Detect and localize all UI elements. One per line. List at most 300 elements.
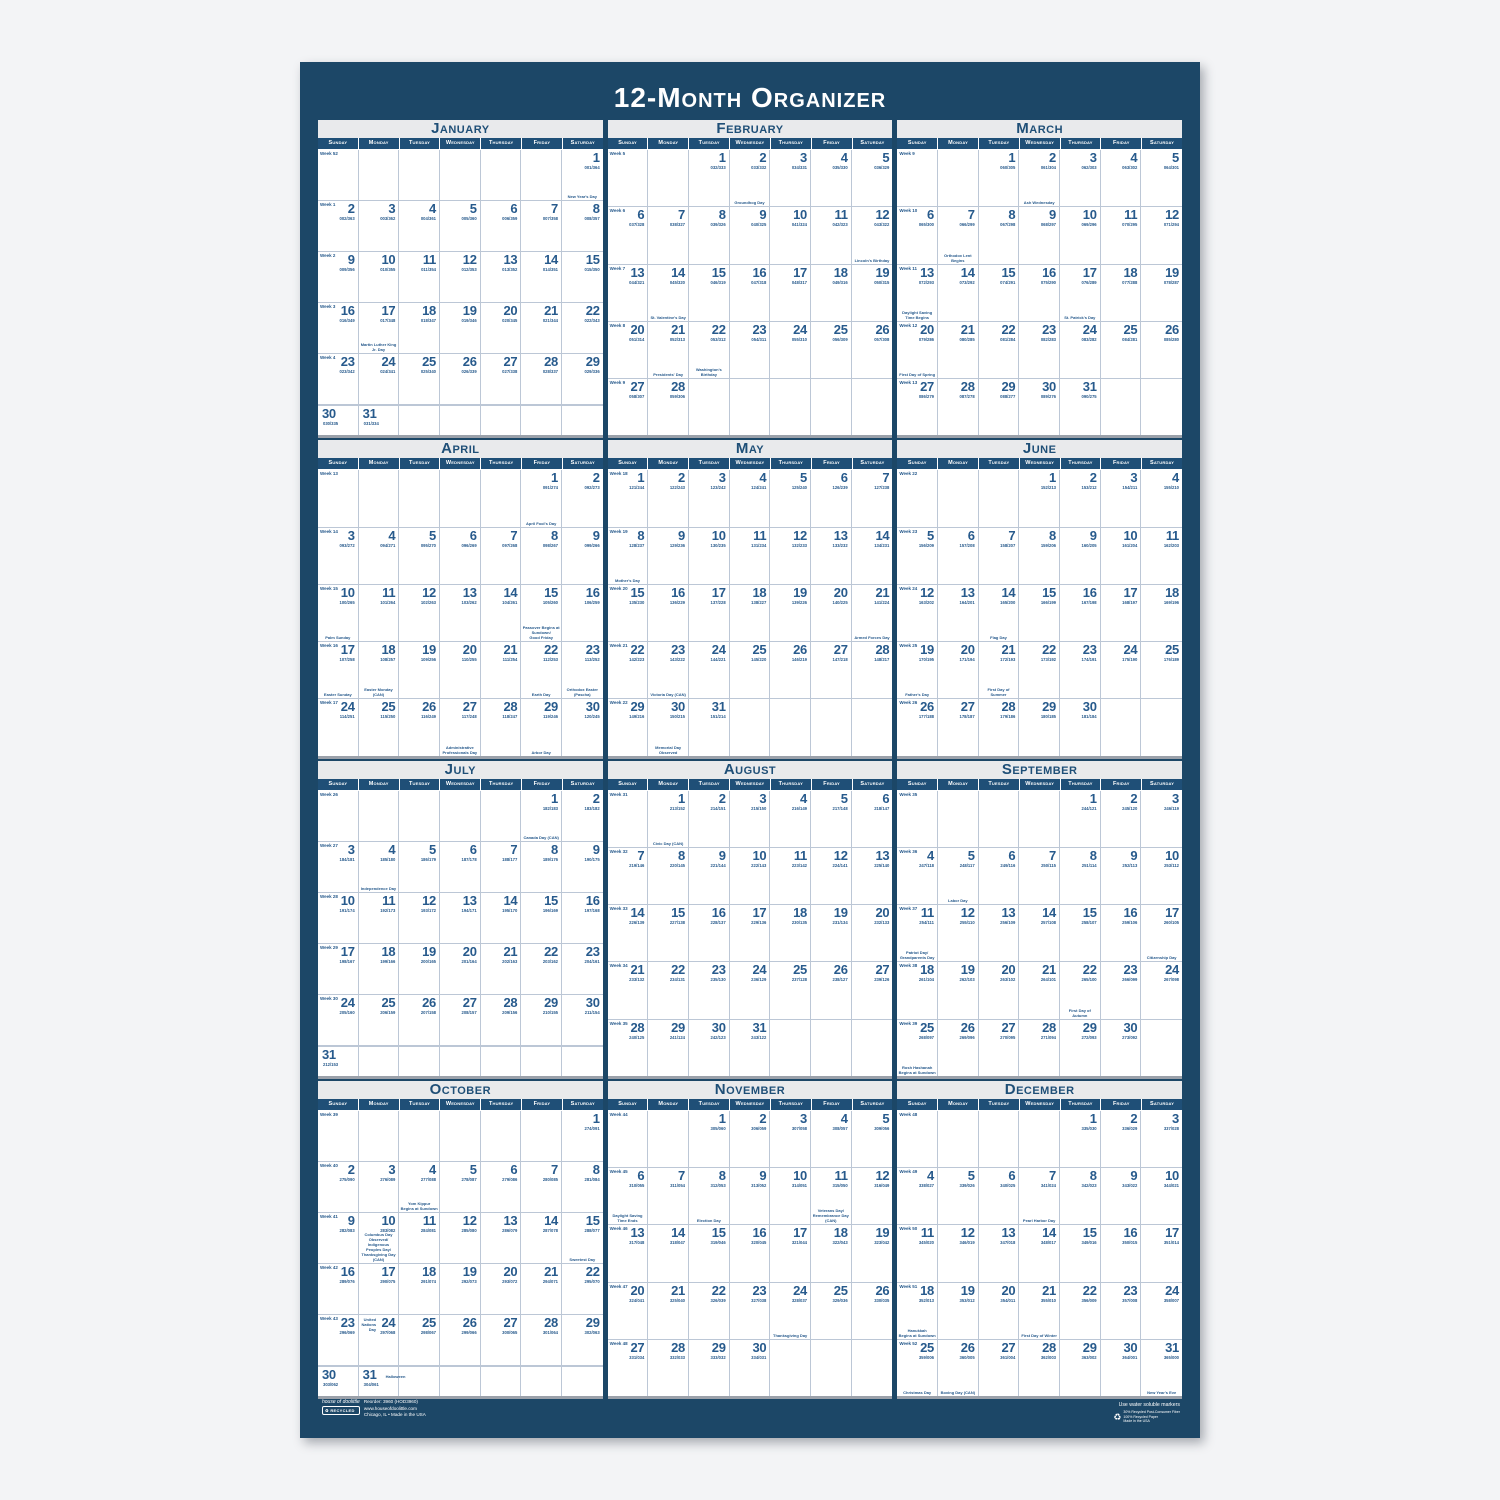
weekday-header-row <box>897 779 1182 791</box>
julian-date: 122/243 <box>669 485 685 491</box>
weekday-header-row <box>318 1099 603 1111</box>
holiday-label <box>939 1390 977 1395</box>
recycle-lines <box>1123 1410 1180 1424</box>
empty-cell <box>521 150 562 200</box>
empty-cell <box>770 1020 811 1076</box>
week-number-label: Week 52 <box>320 151 338 156</box>
weekday-header: Sunday <box>608 458 648 469</box>
day-cell <box>1019 150 1060 206</box>
day-cell <box>481 303 522 353</box>
day-cell <box>562 201 603 251</box>
day-cell <box>897 207 938 263</box>
holiday-line: First Day of Summer <box>987 687 1010 698</box>
weekday-header: Monday <box>359 458 399 469</box>
julian-date: 184/181 <box>339 856 355 862</box>
julian-date: 261/104 <box>918 977 934 983</box>
julian-date: 245/120 <box>1122 805 1138 811</box>
julian-date: 133/232 <box>832 542 848 548</box>
week-row <box>608 585 893 642</box>
day-cell <box>897 1225 938 1281</box>
day-number: 24 <box>752 962 767 978</box>
day-number: 23 <box>585 943 600 959</box>
day-cell <box>481 1264 522 1314</box>
empty-cell <box>481 470 522 526</box>
holiday-line: Labor Day <box>948 898 968 903</box>
julian-date: 144/221 <box>710 657 726 662</box>
holiday-line: Rosh Hashanah <box>902 1064 933 1070</box>
day-number: 22 <box>544 943 558 959</box>
day-number: 26 <box>422 994 436 1010</box>
day-cell <box>1101 848 1142 904</box>
day-cell <box>318 1264 359 1314</box>
julian-date: 226/139 <box>629 920 645 925</box>
day-cell <box>689 265 730 321</box>
holiday-label <box>609 578 647 583</box>
weekday-header: Friday <box>812 138 852 149</box>
julian-date: 320/045 <box>751 1240 767 1246</box>
week-number-label: Week 6 <box>609 208 626 214</box>
weekday-header: Thursday <box>1061 1099 1101 1110</box>
julian-date: 339/026 <box>959 1183 975 1188</box>
day-cell <box>1060 470 1101 526</box>
day-number: 4 <box>388 527 396 543</box>
day-number: 14 <box>544 252 558 268</box>
weekday-header: Saturday <box>563 458 603 469</box>
week-number-label: Week 13 <box>320 471 338 477</box>
day-number: 20 <box>960 642 975 657</box>
day-number: 29 <box>544 699 558 715</box>
day-cell <box>1141 150 1182 206</box>
julian-date: 032/333 <box>710 165 726 170</box>
julian-date: 050/315 <box>874 279 890 285</box>
day-cell <box>318 1213 359 1263</box>
month-october <box>318 1081 603 1396</box>
day-number: 16 <box>585 584 600 600</box>
day-cell <box>521 842 562 892</box>
day-cell <box>1141 1168 1182 1224</box>
holiday-line: St. Patrick's Day <box>1064 314 1096 320</box>
month-title: October <box>318 1081 603 1099</box>
day-number: 8 <box>1008 207 1016 223</box>
empty-cell <box>318 791 359 841</box>
julian-date: 221/144 <box>710 862 726 868</box>
day-cell <box>897 585 938 641</box>
day-cell <box>399 201 440 251</box>
julian-date: 102/263 <box>420 599 436 605</box>
julian-date: 203/162 <box>542 958 558 964</box>
julian-date: 145/220 <box>751 657 767 662</box>
month-april <box>318 440 603 755</box>
julian-date: 071/294 <box>1163 222 1179 228</box>
day-cell <box>440 1264 481 1314</box>
day-cell <box>521 1264 562 1314</box>
day-cell <box>399 252 440 302</box>
holiday-line: Christmas Day <box>903 1390 932 1395</box>
holiday-line: Civic Day (CAN) <box>652 840 684 846</box>
holiday-line: Boxing Day (CAN) <box>940 1390 976 1395</box>
day-number: 21 <box>1042 962 1056 978</box>
day-cell <box>1019 848 1060 904</box>
day-number: 21 <box>1001 642 1016 657</box>
day-cell <box>562 642 603 698</box>
day-cell <box>897 265 938 321</box>
day-number: 16 <box>1042 264 1056 280</box>
julian-date: 250/115 <box>1041 862 1056 868</box>
julian-date: 037/328 <box>629 222 645 228</box>
day-number: 9 <box>759 1168 767 1183</box>
day-cell <box>979 1225 1020 1281</box>
julian-date: 139/226 <box>791 599 807 605</box>
day-number: 23 <box>1082 642 1097 657</box>
day-cell <box>648 207 689 263</box>
day-number: 9 <box>1130 847 1138 863</box>
week-row <box>608 322 893 379</box>
day-cell <box>689 848 730 904</box>
week-number-label: Week 50 <box>899 1226 918 1232</box>
day-cell <box>811 1225 852 1281</box>
weekday-header: Sunday <box>608 779 648 790</box>
holiday-line: Martin Luther King Jr. Day <box>360 342 397 353</box>
empty-cell <box>399 150 440 200</box>
weekday-header: Thursday <box>771 779 811 790</box>
day-cell <box>648 585 689 641</box>
julian-date: 110/255 <box>461 657 477 662</box>
holiday-line: Washington's Birthday <box>695 367 722 377</box>
weekday-header: Tuesday <box>400 779 440 790</box>
weekday-header: Sunday <box>897 458 937 469</box>
day-number: 25 <box>422 1314 436 1330</box>
week-row <box>897 322 1182 379</box>
julian-date: 022/343 <box>584 318 600 324</box>
day-number: 17 <box>340 642 355 657</box>
julian-date: 108/257 <box>380 657 396 662</box>
day-number: 21 <box>960 321 975 337</box>
weekday-header-row <box>608 779 893 791</box>
julian-date: 043/322 <box>874 222 890 228</box>
day-number: 15 <box>711 1225 726 1241</box>
weekday-header: Tuesday <box>689 779 729 790</box>
week-number-label: Week 19 <box>609 528 628 534</box>
julian-date: 190/175 <box>584 856 600 862</box>
day-cell <box>562 252 603 302</box>
julian-date: 361/004 <box>1000 1354 1016 1360</box>
julian-date: 156/209 <box>918 542 934 548</box>
julian-date: 035/330 <box>832 165 848 170</box>
julian-date: 085/280 <box>1163 336 1179 342</box>
weekday-header: Thursday <box>771 1099 811 1110</box>
julian-date: 152/213 <box>1040 485 1056 491</box>
holiday-line: Presidents' Day <box>653 372 684 377</box>
day-number: 14 <box>544 1212 558 1228</box>
day-cell <box>730 1168 771 1224</box>
day-number: 22 <box>711 321 726 337</box>
julian-date: 288/077 <box>584 1227 600 1233</box>
week-number-label: Week 15 <box>320 585 338 591</box>
week-row <box>897 1283 1182 1340</box>
day-number: 10 <box>1165 1168 1179 1183</box>
empty-cell <box>359 1111 400 1161</box>
day-number: 10 <box>1123 527 1138 543</box>
julian-date: 075/290 <box>1040 279 1056 285</box>
day-number: 19 <box>462 303 477 319</box>
julian-date: 101/264 <box>380 599 396 605</box>
day-cell <box>770 642 811 698</box>
weekday-header: Sunday <box>318 458 358 469</box>
week-row <box>318 1315 603 1366</box>
day-number: 31 <box>362 406 377 422</box>
day-cell <box>852 150 893 206</box>
day-cell <box>1141 1225 1182 1281</box>
weekday-header: Tuesday <box>400 138 440 149</box>
footer-right <box>1113 1402 1180 1424</box>
day-number: 17 <box>1123 584 1138 600</box>
day-number: 10 <box>381 1212 396 1228</box>
day-cell <box>1019 642 1060 698</box>
holiday-line: First Day of Autumn <box>1068 1007 1091 1018</box>
weekday-header: Saturday <box>853 1099 893 1110</box>
weekday-header: Monday <box>359 1099 399 1110</box>
day-cell <box>359 585 400 641</box>
julian-date: 064/301 <box>1163 165 1179 170</box>
week-number-label: Week 1 <box>320 202 336 208</box>
week-number-label: Week 22 <box>899 471 918 477</box>
day-cell <box>1019 905 1060 961</box>
week-number-label: Week 29 <box>320 944 338 950</box>
julian-date: 012/353 <box>461 267 477 273</box>
holiday-line: Veterans Day/ <box>817 1208 844 1214</box>
day-number: 23 <box>340 354 355 370</box>
day-number: 5 <box>840 790 848 806</box>
week-number-label: Week 23 <box>899 528 918 534</box>
day-cell <box>359 528 400 584</box>
day-cell <box>1060 528 1101 584</box>
empty-cell <box>521 1367 562 1396</box>
day-number: 12 <box>462 252 477 268</box>
empty-cell <box>521 1111 562 1161</box>
day-cell <box>1101 1168 1142 1224</box>
weeks <box>318 470 603 755</box>
day-cell <box>979 1168 1020 1224</box>
day-number: 7 <box>1008 527 1016 543</box>
day-cell <box>730 150 771 206</box>
day-number: 25 <box>381 699 396 715</box>
day-number: 20 <box>503 303 518 319</box>
day-number: 28 <box>960 379 975 394</box>
julian-date: 263/102 <box>1000 977 1016 983</box>
day-number: 6 <box>1008 847 1016 863</box>
holiday-label <box>563 1257 602 1262</box>
julian-date: 069/296 <box>1081 222 1097 228</box>
empty-cell <box>399 791 440 841</box>
day-number: 28 <box>671 1339 685 1355</box>
empty-cell <box>608 150 649 206</box>
julian-date: 321/044 <box>791 1240 807 1246</box>
julian-date: 240/125 <box>629 1034 645 1040</box>
day-number: 11 <box>382 892 396 908</box>
week-number-label: Week 42 <box>320 1264 338 1270</box>
day-number: 11 <box>422 1212 436 1228</box>
holiday-line: First Day of Winter <box>1021 1332 1057 1338</box>
day-cell <box>689 1225 730 1281</box>
day-cell <box>852 1168 893 1224</box>
day-cell <box>770 585 811 641</box>
day-number: 14 <box>1042 905 1056 920</box>
holiday-label <box>563 194 602 199</box>
day-cell <box>1101 905 1142 961</box>
day-cell <box>521 1315 562 1365</box>
empty-cell <box>1019 1111 1060 1167</box>
week-row <box>608 379 893 435</box>
day-number: 5 <box>882 1110 890 1126</box>
holiday-line: Palm Sunday <box>325 635 351 640</box>
day-number: 2 <box>718 790 726 806</box>
empty-cell <box>938 1111 979 1167</box>
day-cell <box>897 1020 938 1076</box>
day-cell <box>770 848 811 904</box>
day-cell <box>897 528 938 584</box>
day-number: 27 <box>960 699 975 715</box>
day-cell <box>897 379 938 435</box>
overflow-week-row <box>318 405 603 435</box>
day-number: 4 <box>759 470 767 486</box>
day-number: 1 <box>718 150 726 165</box>
julian-date: 331/034 <box>629 1354 645 1360</box>
empty-cell <box>440 406 481 435</box>
empty-cell <box>897 791 938 847</box>
julian-date: 009/356 <box>339 267 355 273</box>
julian-date: 210/155 <box>542 1009 558 1015</box>
day-number: 4 <box>927 1168 934 1183</box>
julian-date: 031/334 <box>363 421 379 427</box>
empty-cell <box>979 470 1020 526</box>
week-row <box>608 265 893 322</box>
julian-date: 342/023 <box>1081 1183 1097 1188</box>
day-number: 3 <box>1172 790 1179 806</box>
day-cell <box>938 1283 979 1339</box>
day-cell <box>897 848 938 904</box>
weekday-header: Saturday <box>1142 779 1182 790</box>
julian-date: 058/307 <box>629 394 645 399</box>
day-cell <box>562 944 603 994</box>
julian-date: 335/030 <box>1081 1125 1097 1131</box>
holiday-label <box>360 1232 398 1262</box>
holiday-line: Passover Begins at Sundown/ <box>522 625 560 635</box>
julian-date: 285/080 <box>461 1227 477 1233</box>
day-cell <box>562 1111 603 1161</box>
month-title: August <box>608 761 893 779</box>
day-number: 10 <box>793 1168 807 1183</box>
julian-date: 358/007 <box>1163 1297 1179 1303</box>
week-row <box>897 962 1182 1019</box>
empty-cell <box>897 150 938 206</box>
julian-date: 070/295 <box>1122 222 1138 228</box>
day-number: 16 <box>752 1225 767 1241</box>
day-number: 26 <box>875 321 890 337</box>
day-number: 2 <box>678 470 685 486</box>
julian-date: 010/355 <box>380 267 396 273</box>
empty-cell <box>359 791 400 841</box>
month-title: July <box>318 761 603 779</box>
weekday-header: Saturday <box>1142 458 1182 469</box>
julian-date: 017/348 <box>380 318 396 324</box>
day-number: 16 <box>340 303 355 319</box>
day-cell <box>648 848 689 904</box>
day-cell <box>318 528 359 584</box>
day-cell <box>811 265 852 321</box>
day-cell <box>1060 1340 1101 1396</box>
weekday-header: Monday <box>938 458 978 469</box>
day-number: 9 <box>1049 207 1056 223</box>
day-number: 21 <box>671 321 685 337</box>
holiday-label <box>731 200 769 205</box>
day-number: 11 <box>834 207 848 223</box>
weekday-header: Sunday <box>318 138 358 149</box>
julian-date: 224/141 <box>832 862 848 868</box>
weekday-header: Sunday <box>897 779 937 790</box>
day-cell <box>318 201 359 251</box>
day-number: 28 <box>1001 699 1016 715</box>
week-number-label: Week 44 <box>609 1111 628 1117</box>
day-cell <box>399 893 440 943</box>
day-number: 15 <box>1082 1225 1097 1241</box>
julian-date: 271/094 <box>1040 1034 1056 1040</box>
day-cell <box>359 995 400 1045</box>
day-number: 18 <box>381 642 396 657</box>
weekday-header: Sunday <box>608 1099 648 1110</box>
julian-date: 344/021 <box>1163 1183 1179 1188</box>
day-cell <box>1060 699 1101 755</box>
empty-cell <box>521 406 562 435</box>
day-number: 14 <box>960 264 975 280</box>
julian-date: 181/184 <box>1081 714 1097 720</box>
day-number: 5 <box>1172 150 1179 165</box>
empty-cell <box>318 1111 359 1161</box>
week-row <box>318 150 603 201</box>
weekday-header: Wednesday <box>730 458 770 469</box>
day-cell <box>689 207 730 263</box>
empty-cell <box>938 791 979 847</box>
julian-date: 325/040 <box>669 1297 685 1303</box>
day-cell <box>648 905 689 961</box>
julian-date: 019/346 <box>461 318 477 324</box>
week-row <box>608 848 893 905</box>
weekday-header: Sunday <box>318 1099 358 1110</box>
week-number-label: Week 22 <box>609 700 628 706</box>
empty-cell <box>852 699 893 755</box>
julian-date: 068/297 <box>1040 222 1056 228</box>
day-cell <box>897 1283 938 1339</box>
week-number-label: Week 35 <box>899 791 918 797</box>
weekday-header: Tuesday <box>979 458 1019 469</box>
julian-date: 341/024 <box>1040 1183 1056 1188</box>
julian-date: 106/259 <box>584 599 600 605</box>
julian-date: 243/122 <box>751 1034 767 1040</box>
weeks <box>608 1111 893 1396</box>
holiday-line: Halloween <box>385 1373 406 1379</box>
day-number: 27 <box>503 354 518 370</box>
day-cell <box>648 265 689 321</box>
week-row <box>897 585 1182 642</box>
day-cell <box>689 528 730 584</box>
weekday-header: Monday <box>648 1099 688 1110</box>
day-number: 30 <box>671 699 685 715</box>
week-number-label: Week 28 <box>320 893 338 899</box>
empty-cell <box>979 1111 1020 1167</box>
empty-cell <box>897 470 938 526</box>
week-row <box>608 791 893 848</box>
day-cell <box>562 150 603 200</box>
weekday-header: Tuesday <box>979 1099 1019 1110</box>
